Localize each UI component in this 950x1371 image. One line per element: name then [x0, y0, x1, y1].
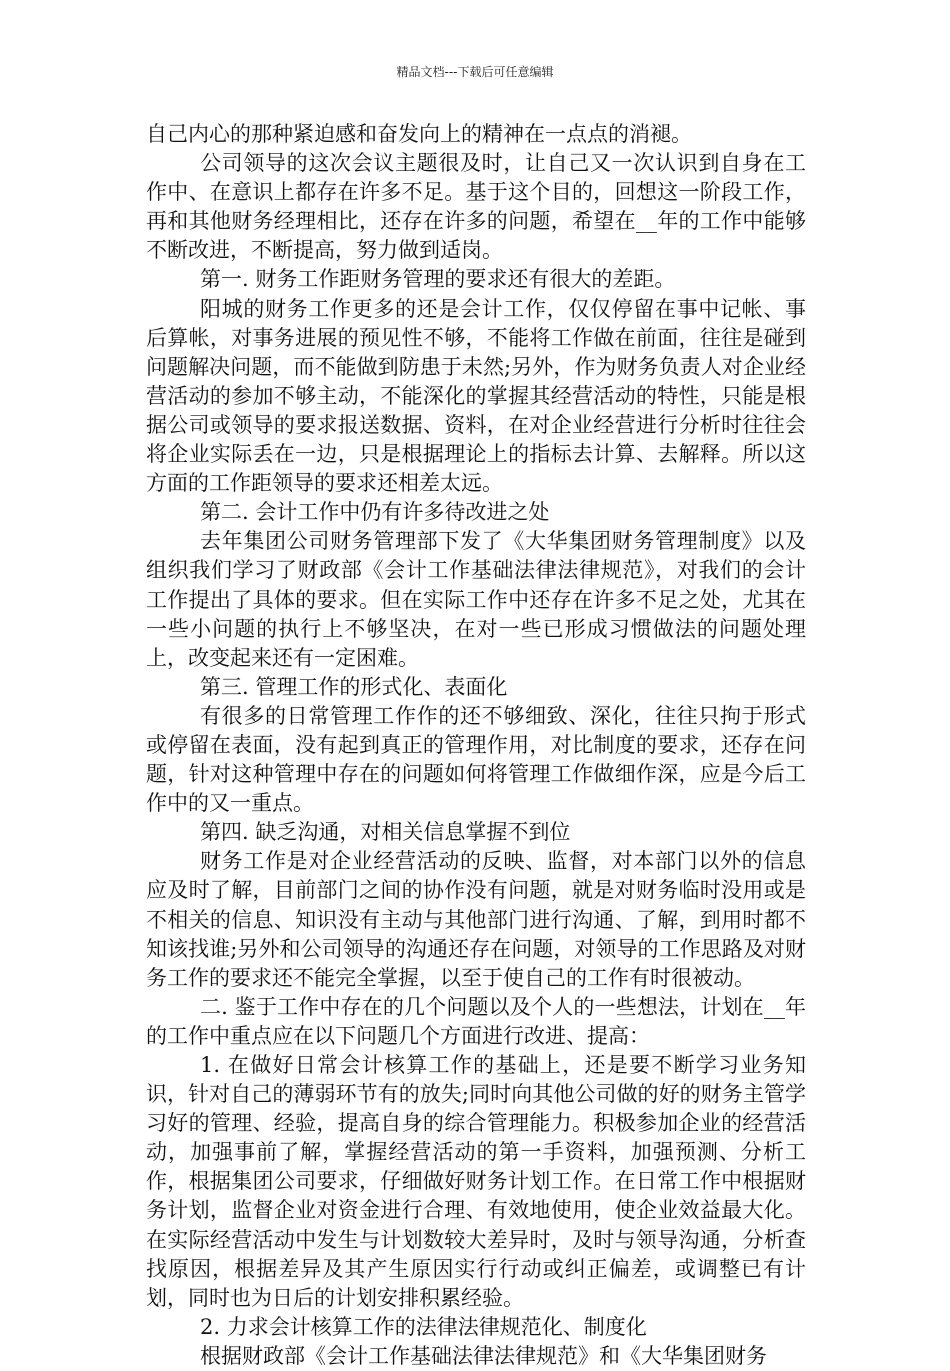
paragraph-2: 公司领导的这次会议主题很及时，让自己又一次认识到自身在工作中、在意识上都存在许多不足。基于这个目的，回想这一阶段工作，再和其他财务经理相比，还存在许多的问题，希望在__年的工作中能够不断改进，不断提高，努力做到适岗。: [146, 151, 806, 263]
document-body: [146, 120, 806, 1371]
paragraph-4: 去年集团公司财务管理部下发了《大华集团财务管理制度》以及组织我们学习了财政部《会计工作基础法律法律规范》，对我们的会计工作提出了具体的要求。但在实际工作中还存在许多不足之处，尤其在一些小问题的执行上不够坚决，在对一些已形成习惯做法的问题处理上，改变起来还有一定困难。: [146, 529, 806, 670]
plan-item-1: 1. 在做好日常会计核算工作的基础上，还是要不断学习业务知识，针对自己的薄弱环节有的放失;同时向其他公司做的好的财务主管学习好的管理、经验，提高自身的综合管理能力。积极参加企业的经营活动，加强事前了解，掌握经营活动的第一手资料，加强预测、分析工作，根据集团公司要求，仔细做好财务计划工作。在日常工作中根据财务计划，监督企业对资金进行合理、有效地使用，使企业效益最大化。在实际经营活动中发生与计划数较大差异时，及时与领导沟通，分析查找原因，根据差异及其产生原因实行行动或纠正偏差，或调整已有计划，同时也为日后的计划安排积累经验。: [146, 1053, 806, 1310]
section-heading-3: 第三. 管理工作的形式化、表面化: [200, 674, 508, 699]
page-header: 精品文档---下载后可任意编辑: [396, 65, 554, 79]
section-heading-1: 第一. 财务工作距财务管理的要求还有很大的差距。: [200, 267, 676, 292]
paragraph-1: 自己内心的那种紧迫感和奋发向上的精神在一点点的消褪。: [146, 122, 692, 146]
paragraph-6: 财务工作是对企业经营活动的反映、监督，对本部门以外的信息应及时了解，目前部门之间的协作没有问题，就是对财务临时没用或是不相关的信息、知识没有主动与其他部门进行沟通、了解，到用时都不知该找谁;另外和公司领导的沟通还存在问题，对领导的工作思路及对财务工作的要求还不能完全掌握，以至于使自己的工作有时很被动。: [146, 849, 806, 990]
section-heading-2: 第二. 会计工作中仍有许多待改进之处: [200, 500, 550, 525]
paragraph-5: 有很多的日常管理工作作的还不够细致、深化，往往只拘于形式或停留在表面，没有起到真正的管理作用，对比制度的要求，还存在问题，针对这种管理中存在的问题如何将管理工作做细作深，应是今后工作中的又一重点。: [146, 703, 806, 816]
section-heading-plan: 二. 鉴于工作中存在的几个问题以及个人的一些想法，计划在__年的工作中重点应在以下问题几个方面进行改进、提高：: [146, 994, 806, 1048]
paragraph-7: 根据财政部《会计工作基础法律法律规范》和《大华集团财务: [200, 1343, 767, 1368]
paragraph-3: 阳城的财务工作更多的还是会计工作，仅仅停留在事中记帐、事后算帐，对事务进展的预见性不够，不能将工作做在前面，往往是碰到问题解决问题，而不能做到防患于未然;另外，作为财务负责人对企业经营活动的参加不够主动，不能深化的掌握其经营活动的特性，只能是根据公司或领导的要求报送数据、资料，在对企业经营进行分析时往往会将企业实际丢在一边，只是根据理论上的指标去计算、去解释。所以这方面的工作距领导的要求还相差太远。: [146, 296, 806, 496]
section-heading-4: 第四. 缺乏沟通，对相关信息掌握不到位: [200, 820, 571, 845]
plan-item-2-heading: 2. 力求会计核算工作的法律法律规范化、制度化: [200, 1314, 647, 1339]
